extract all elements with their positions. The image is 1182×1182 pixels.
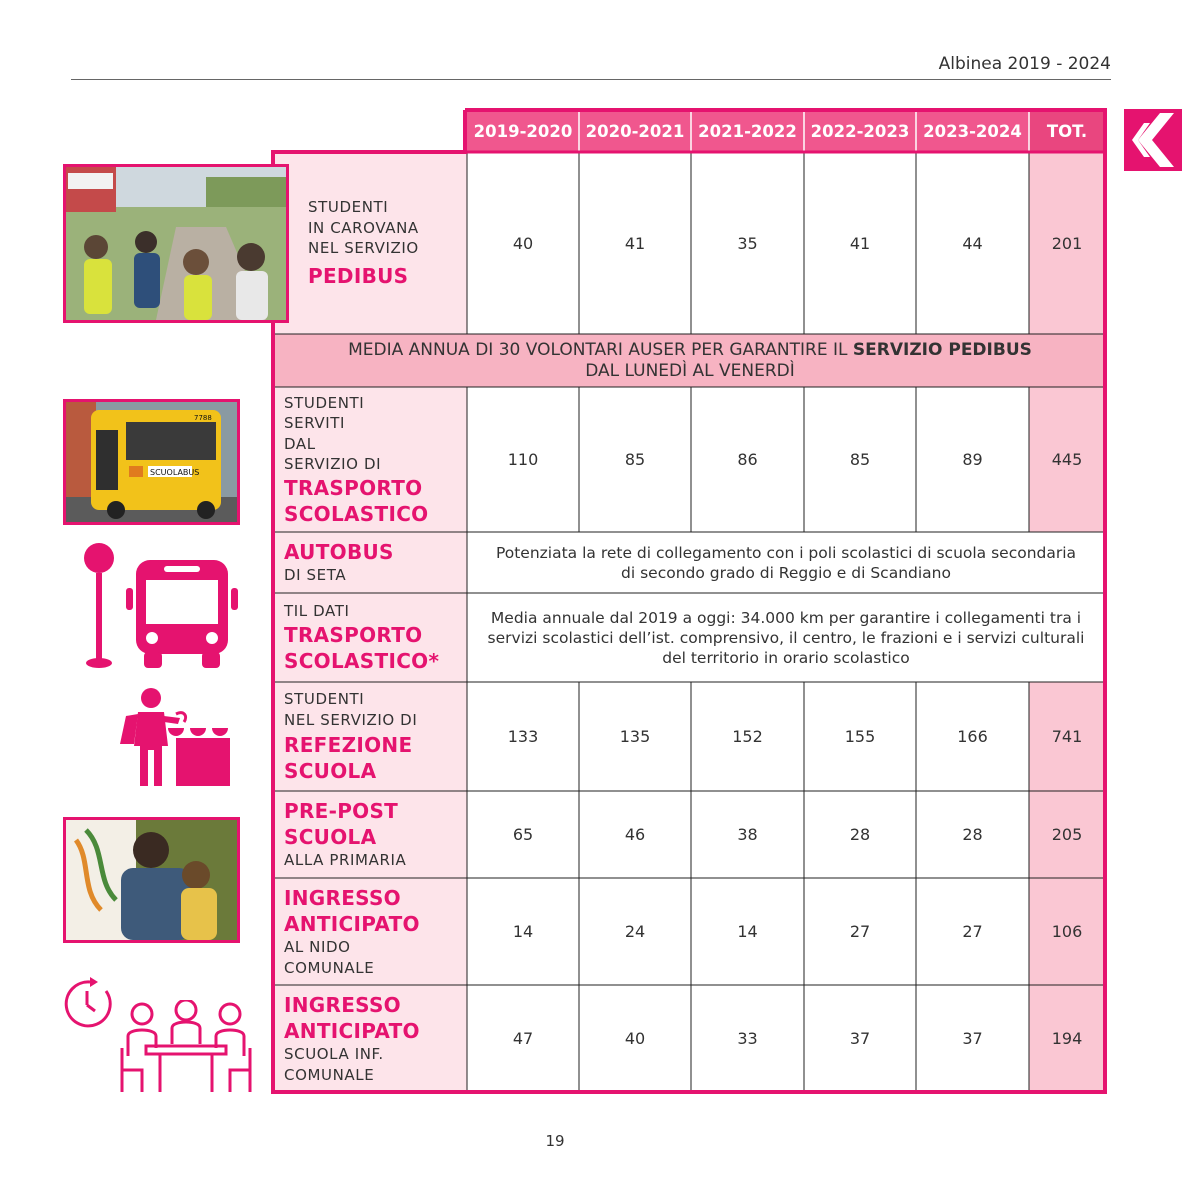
table-cell: 86 <box>737 450 758 469</box>
row-label-ingresso-nido: INGRESSO ANTICIPATO AL NIDO COMUNALE <box>284 886 420 977</box>
table-cell: 37 <box>849 1029 871 1048</box>
back-chevron-icon[interactable] <box>1124 109 1182 171</box>
volunteers-banner: MEDIA ANNUA DI 30 VOLONTARI AUSER PER GARANTIRE IL SERVIZIO PEDIBUS DAL LUNEDÌ AL VENERDÌ <box>348 339 1032 381</box>
page-number: 19 <box>545 1132 565 1150</box>
row-label-pedibus: STUDENTI IN CAROVANA NEL SERVIZIO PEDIBUS <box>308 198 419 288</box>
col-header-2023-2024: 2023-2024 <box>923 121 1022 141</box>
col-header-2019-2020: 2019-2020 <box>473 121 573 141</box>
til-dati-description: Media annuale dal 2019 a oggi: 34.000 km per garantire i collegamenti tra i servizi scolastici dell’ist. comprensivo, il centro, le frazioni e i servizi culturali del territorio in orario scolastico <box>487 608 1085 667</box>
row-label-autobus: AUTOBUS DI SETA <box>284 540 394 585</box>
table-cell: 14 <box>512 922 534 941</box>
table-cell: 133 <box>507 727 539 746</box>
table-cell: 28 <box>962 825 983 844</box>
row-label-refezione: STUDENTI NEL SERVIZIO DI REFEZIONE SCUOLA <box>284 690 418 783</box>
table-cell-total: 445 <box>1051 450 1083 469</box>
table-cell: 46 <box>624 825 646 844</box>
clock-icon <box>60 977 116 1031</box>
food-serving-icon <box>118 686 234 788</box>
table-cell: 41 <box>849 233 871 253</box>
table-cell: 38 <box>737 825 758 844</box>
autobus-description: Potenziata la rete di collegamento con i poli scolastici di scuola secondaria di secondo grado di Reggio e di Scandiano <box>495 543 1077 582</box>
table-cell: 28 <box>849 825 871 844</box>
table-cell: 65 <box>512 825 534 844</box>
table-cell: 14 <box>737 922 758 941</box>
children-painting-photo <box>63 817 240 943</box>
table-cell: 44 <box>962 233 983 253</box>
table-cell: 40 <box>512 233 534 253</box>
table-cell: 41 <box>624 233 646 253</box>
table-cell: 89 <box>962 450 983 469</box>
col-header-total: TOT. <box>1046 121 1088 141</box>
row-label-pre-post: PRE-POST SCUOLA ALLA PRIMARIA <box>284 799 407 870</box>
table-cell: 40 <box>624 1029 646 1048</box>
table-cell: 37 <box>962 1029 983 1048</box>
col-header-2022-2023: 2022-2023 <box>810 121 910 141</box>
table-cell: 166 <box>957 727 988 746</box>
col-header-2020-2021: 2020-2021 <box>585 121 685 141</box>
row-label-trasporto: STUDENTI SERVITI DAL SERVIZIO DI TRASPORTO SCOLASTICO <box>284 393 429 526</box>
svg-text:7788: 7788 <box>194 414 212 422</box>
table-cell-total: 106 <box>1051 922 1083 941</box>
svg-text:SCUOLABUS: SCUOLABUS <box>150 468 200 477</box>
header-rule <box>71 79 1111 80</box>
bus-stop-icon <box>82 543 116 669</box>
table-cell: 33 <box>737 1029 758 1048</box>
table-cell: 135 <box>619 727 651 746</box>
table-cell-total: 194 <box>1051 1029 1083 1048</box>
services-table <box>271 108 1107 1094</box>
table-cell: 85 <box>849 450 871 469</box>
table-cell: 85 <box>624 450 646 469</box>
row-label-til-dati: TIL DATI TRASPORTO SCOLASTICO* <box>284 602 440 673</box>
table-cell-total: 741 <box>1051 727 1083 746</box>
table-cell: 24 <box>624 922 646 941</box>
table-cell: 27 <box>962 922 983 941</box>
school-bus-photo <box>63 399 240 525</box>
table-cell: 27 <box>849 922 871 941</box>
pedibus-illustration <box>66 167 286 320</box>
children-painting-illustration <box>66 820 237 940</box>
group-table-icon <box>120 1000 252 1096</box>
table-cell: 152 <box>732 727 763 746</box>
col-header-2021-2022: 2021-2022 <box>698 121 797 141</box>
table-cell: 35 <box>737 233 758 253</box>
row-label-ingresso-scuola-inf: INGRESSO ANTICIPATO SCUOLA INF. COMUNALE <box>284 993 420 1084</box>
bus-icon <box>126 558 238 670</box>
school-bus-illustration <box>66 402 237 522</box>
pedibus-photo <box>63 164 289 323</box>
table-cell: 110 <box>507 450 539 469</box>
header-title: Albinea 2019 - 2024 <box>938 54 1111 74</box>
table-cell-total: 201 <box>1051 233 1083 253</box>
table-cell: 47 <box>512 1029 534 1048</box>
table-cell: 155 <box>844 727 876 746</box>
table-cell-total: 205 <box>1051 825 1083 844</box>
